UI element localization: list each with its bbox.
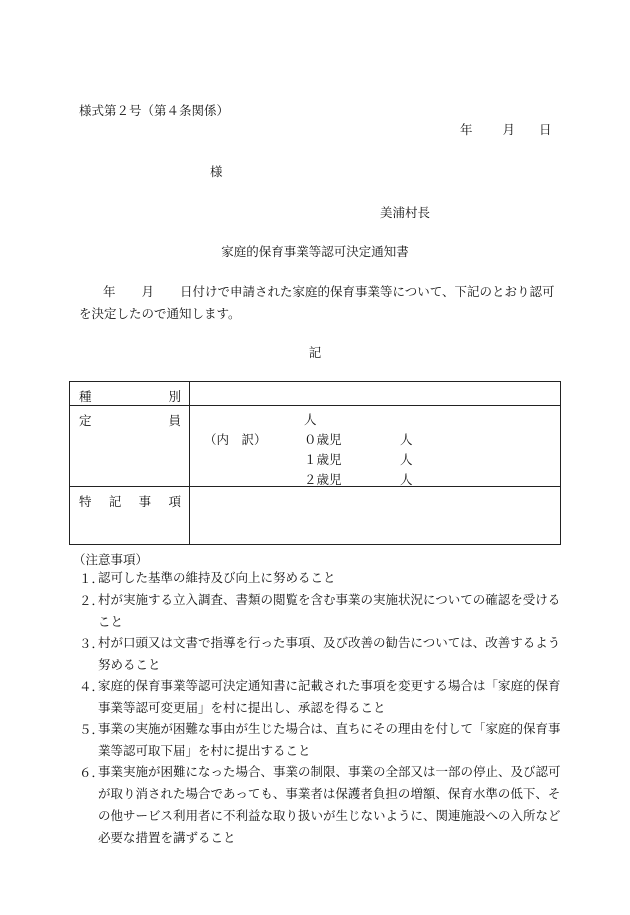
note-3-text: 村が口頭又は文書で指導を行った事項、及び改善の勧告については、改善するよう努めること — [98, 635, 561, 672]
age-0-label: ０歳児 — [304, 432, 342, 447]
document-title: 家庭的保育事業等認可決定通知書 — [221, 244, 409, 259]
body-year: 年 — [103, 284, 116, 299]
form-number: 様式第２号（第４条関係） — [79, 103, 230, 118]
body-text: 日付けで申請された家庭的保育事業等について、下記のとおり認可を決定したので通知します。 — [79, 284, 555, 321]
date-year: 年 — [460, 122, 473, 137]
note-6-text: 事業実施が困難になった場合、事業の制限、事業の全部又は一部の停止、及び認可が取り消された場合であっても、事業者は保護者負担の増額、保育水準の低下、その他サービス利用者に不利益な取り扱いが生じないように、関連施設への入所など必要な措置を講ずること — [98, 764, 561, 845]
notes-heading: （注意事項） — [73, 552, 149, 567]
date-month: 月 — [502, 122, 516, 137]
capacity-label: 定 員 — [70, 406, 190, 487]
age-0-unit: 人 — [400, 432, 413, 447]
capacity-value — [190, 406, 561, 487]
note-6-number: ６． — [79, 765, 105, 780]
detail-table — [69, 381, 561, 545]
type-value — [190, 382, 561, 406]
special-notes-row — [70, 487, 561, 545]
age-1-label: １歳児 — [304, 452, 342, 467]
note-2-number: ２． — [79, 593, 105, 608]
note-1-text: 認可した基準の維持及び向上に努めること — [98, 570, 336, 585]
special-notes-label: 特 記 事 項 — [70, 487, 190, 545]
body-paragraph — [79, 281, 561, 325]
body-month: 月 — [141, 284, 155, 299]
type-row — [70, 382, 561, 406]
capacity-row — [70, 406, 561, 487]
note-4-number: ４． — [79, 679, 105, 694]
note-5-text: 事業の実施が困難な事由が生じた場合は、直ちにその理由を付して「家庭的保育事業等認可取下届」を村に提出すること — [98, 721, 561, 758]
date-day: 日 — [539, 122, 552, 137]
type-label: 種 別 — [70, 382, 190, 406]
sender: 美浦村長 — [380, 205, 431, 220]
note-5-number: ５． — [79, 722, 105, 737]
note-4-text: 家庭的保育事業等認可決定通知書に記載された事項を変更する場合は「家庭的保育事業等認可変更届」を村に提出し、承認を得ること — [98, 678, 561, 715]
addressee: 様 — [210, 164, 223, 179]
issue-date — [460, 120, 552, 138]
age-1-unit: 人 — [400, 452, 413, 467]
special-notes-value — [190, 487, 561, 545]
note-1-number: １． — [79, 571, 105, 586]
note-3-number: ３． — [79, 636, 105, 651]
age-2-label: ２歳児 — [304, 472, 342, 487]
ki-heading: 記 — [308, 345, 322, 360]
breakdown-label: （内 訳） — [204, 432, 267, 447]
note-2-text: 村が実施する立入調査、書類の閲覧を含む事業の実施状況についての確認を受けること — [98, 592, 561, 629]
capacity-total-unit: 人 — [304, 412, 317, 427]
age-2-unit: 人 — [400, 472, 413, 487]
